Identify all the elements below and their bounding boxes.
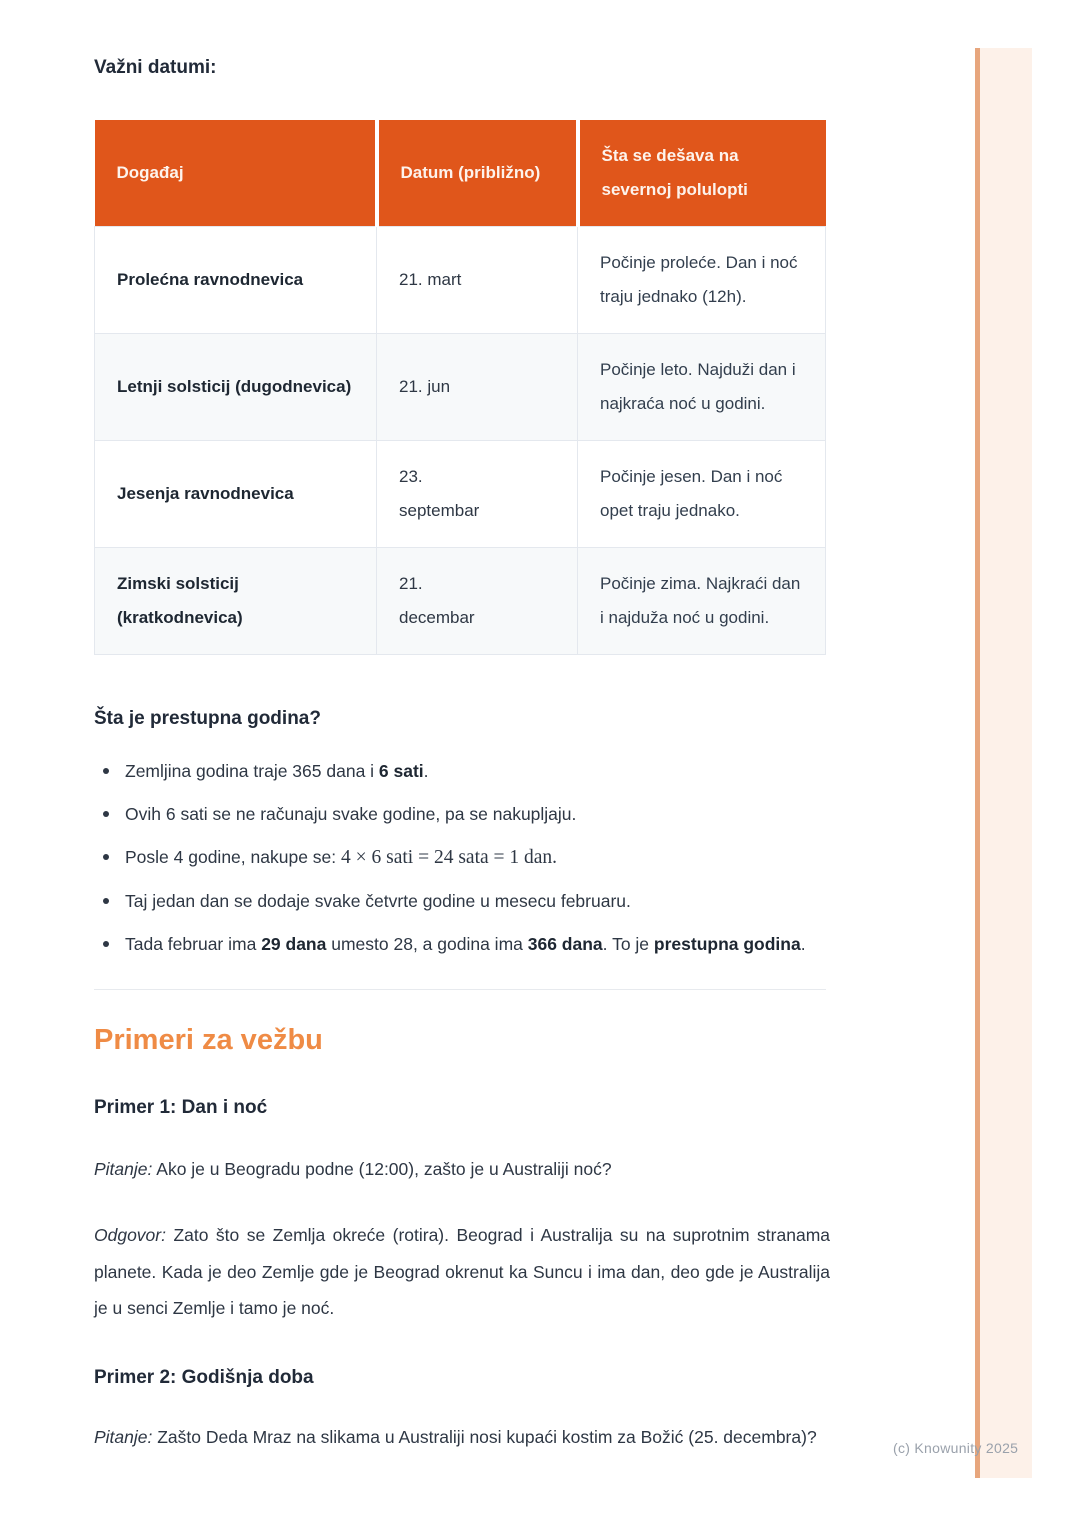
table-row bbox=[95, 227, 826, 334]
description-cell: Počinje jesen. Dan i noć opet traju jednako. bbox=[578, 441, 826, 548]
question-text: Ako je u Beogradu podne (12:00), zašto je u Australiji noć? bbox=[152, 1159, 612, 1179]
text-segment: Ovih 6 sati se ne računaju svake godine, pa se nakupljaju. bbox=[125, 804, 577, 824]
divider bbox=[94, 989, 826, 990]
section-title-leap-year: Šta je prestupna godina? bbox=[94, 708, 321, 729]
date-cell bbox=[377, 441, 578, 548]
event-cell: Prolećna ravnodnevica bbox=[95, 227, 377, 334]
event-cell: Zimski solsticij (kratkodnevica) bbox=[95, 548, 377, 655]
date-text: 21. jun bbox=[399, 377, 451, 396]
date-cell bbox=[377, 334, 578, 441]
question-text: Zašto Deda Mraz na slikama u Australiji nosi kupaći kostim za Božić (25. decembra)? bbox=[152, 1426, 817, 1447]
list-item bbox=[94, 797, 830, 831]
list-item bbox=[94, 927, 830, 961]
table-header-row bbox=[95, 120, 826, 227]
table-row bbox=[95, 548, 826, 655]
example-1-answer bbox=[94, 1217, 830, 1327]
description-cell: Počinje zima. Najkraći dan i najduža noć u godini. bbox=[578, 548, 826, 655]
example-2-question bbox=[94, 1419, 830, 1456]
header-date: Datum (približno) bbox=[377, 120, 578, 227]
text-segment: . bbox=[423, 761, 429, 781]
example-2-title: Primer 2: Godišnja doba bbox=[94, 1366, 314, 1388]
watermark: (c) Knowunity 2025 bbox=[893, 1440, 1019, 1456]
header-description: Šta se dešava na severnoj polulopti bbox=[578, 120, 826, 227]
date-text: 21. decembar bbox=[399, 574, 475, 627]
list-item bbox=[94, 840, 830, 875]
bold-text: 366 dana bbox=[527, 934, 603, 954]
answer-text: Zato što se Zemlja okreće (rotira). Beograd i Australija su na suprotnim stranama planete. Kada je deo Zemlje gde je Beograd okrenut ka Suncu i ima dan, deo gde je Australija je u senci Zemlje i tamo je noć. bbox=[94, 1225, 830, 1318]
content bbox=[94, 0, 830, 1455]
text-segment: Tada februar ima bbox=[125, 934, 262, 954]
description-cell: Počinje proleće. Dan i noć traju jednako (12h). bbox=[578, 227, 826, 334]
text-segment: Zemljina godina traje 365 dana i bbox=[125, 761, 379, 781]
table-row bbox=[95, 441, 826, 548]
section-title-important-dates: Važni datumi: bbox=[94, 57, 217, 78]
list-item bbox=[94, 754, 830, 788]
page-edge-strip bbox=[980, 48, 1032, 1478]
answer-label: Odgovor: bbox=[94, 1225, 166, 1245]
event-cell: Jesenja ravnodnevica bbox=[95, 441, 377, 548]
description-cell: Počinje leto. Najduži dan i najkraća noć u godini. bbox=[578, 334, 826, 441]
event-cell: Letnji solsticij (dugodnevica) bbox=[95, 334, 377, 441]
text-segment: . To je bbox=[602, 934, 654, 954]
list-item bbox=[94, 884, 830, 918]
date-cell bbox=[377, 548, 578, 655]
math-expression: 4 × 6 sati = 24 sata = 1 dan. bbox=[341, 847, 558, 868]
date-text: 21. mart bbox=[399, 270, 462, 289]
bold-text: 29 dana bbox=[261, 934, 327, 954]
example-1-question bbox=[94, 1151, 830, 1187]
leap-year-list bbox=[94, 754, 830, 961]
text-segment: umesto 28, a godina ima bbox=[326, 934, 528, 954]
important-dates-table bbox=[94, 120, 826, 655]
section-title-examples: Primeri za vežbu bbox=[94, 1024, 323, 1056]
text-segment: Posle 4 godine, nakupe se: bbox=[125, 847, 341, 867]
bold-text: prestupna godina bbox=[653, 934, 801, 954]
question-label: Pitanje: bbox=[94, 1159, 153, 1179]
date-cell bbox=[377, 227, 578, 334]
text-segment: . bbox=[800, 934, 806, 954]
bold-text: 6 sati bbox=[378, 761, 424, 781]
question-label: Pitanje: bbox=[94, 1426, 153, 1447]
table-row bbox=[95, 334, 826, 441]
example-1-title: Primer 1: Dan i noć bbox=[94, 1097, 268, 1118]
header-event: Događaj bbox=[95, 120, 377, 227]
date-text: 23. septembar bbox=[399, 467, 480, 520]
text-segment: Taj jedan dan se dodaje svake četvrte godine u mesecu februaru. bbox=[125, 891, 631, 911]
